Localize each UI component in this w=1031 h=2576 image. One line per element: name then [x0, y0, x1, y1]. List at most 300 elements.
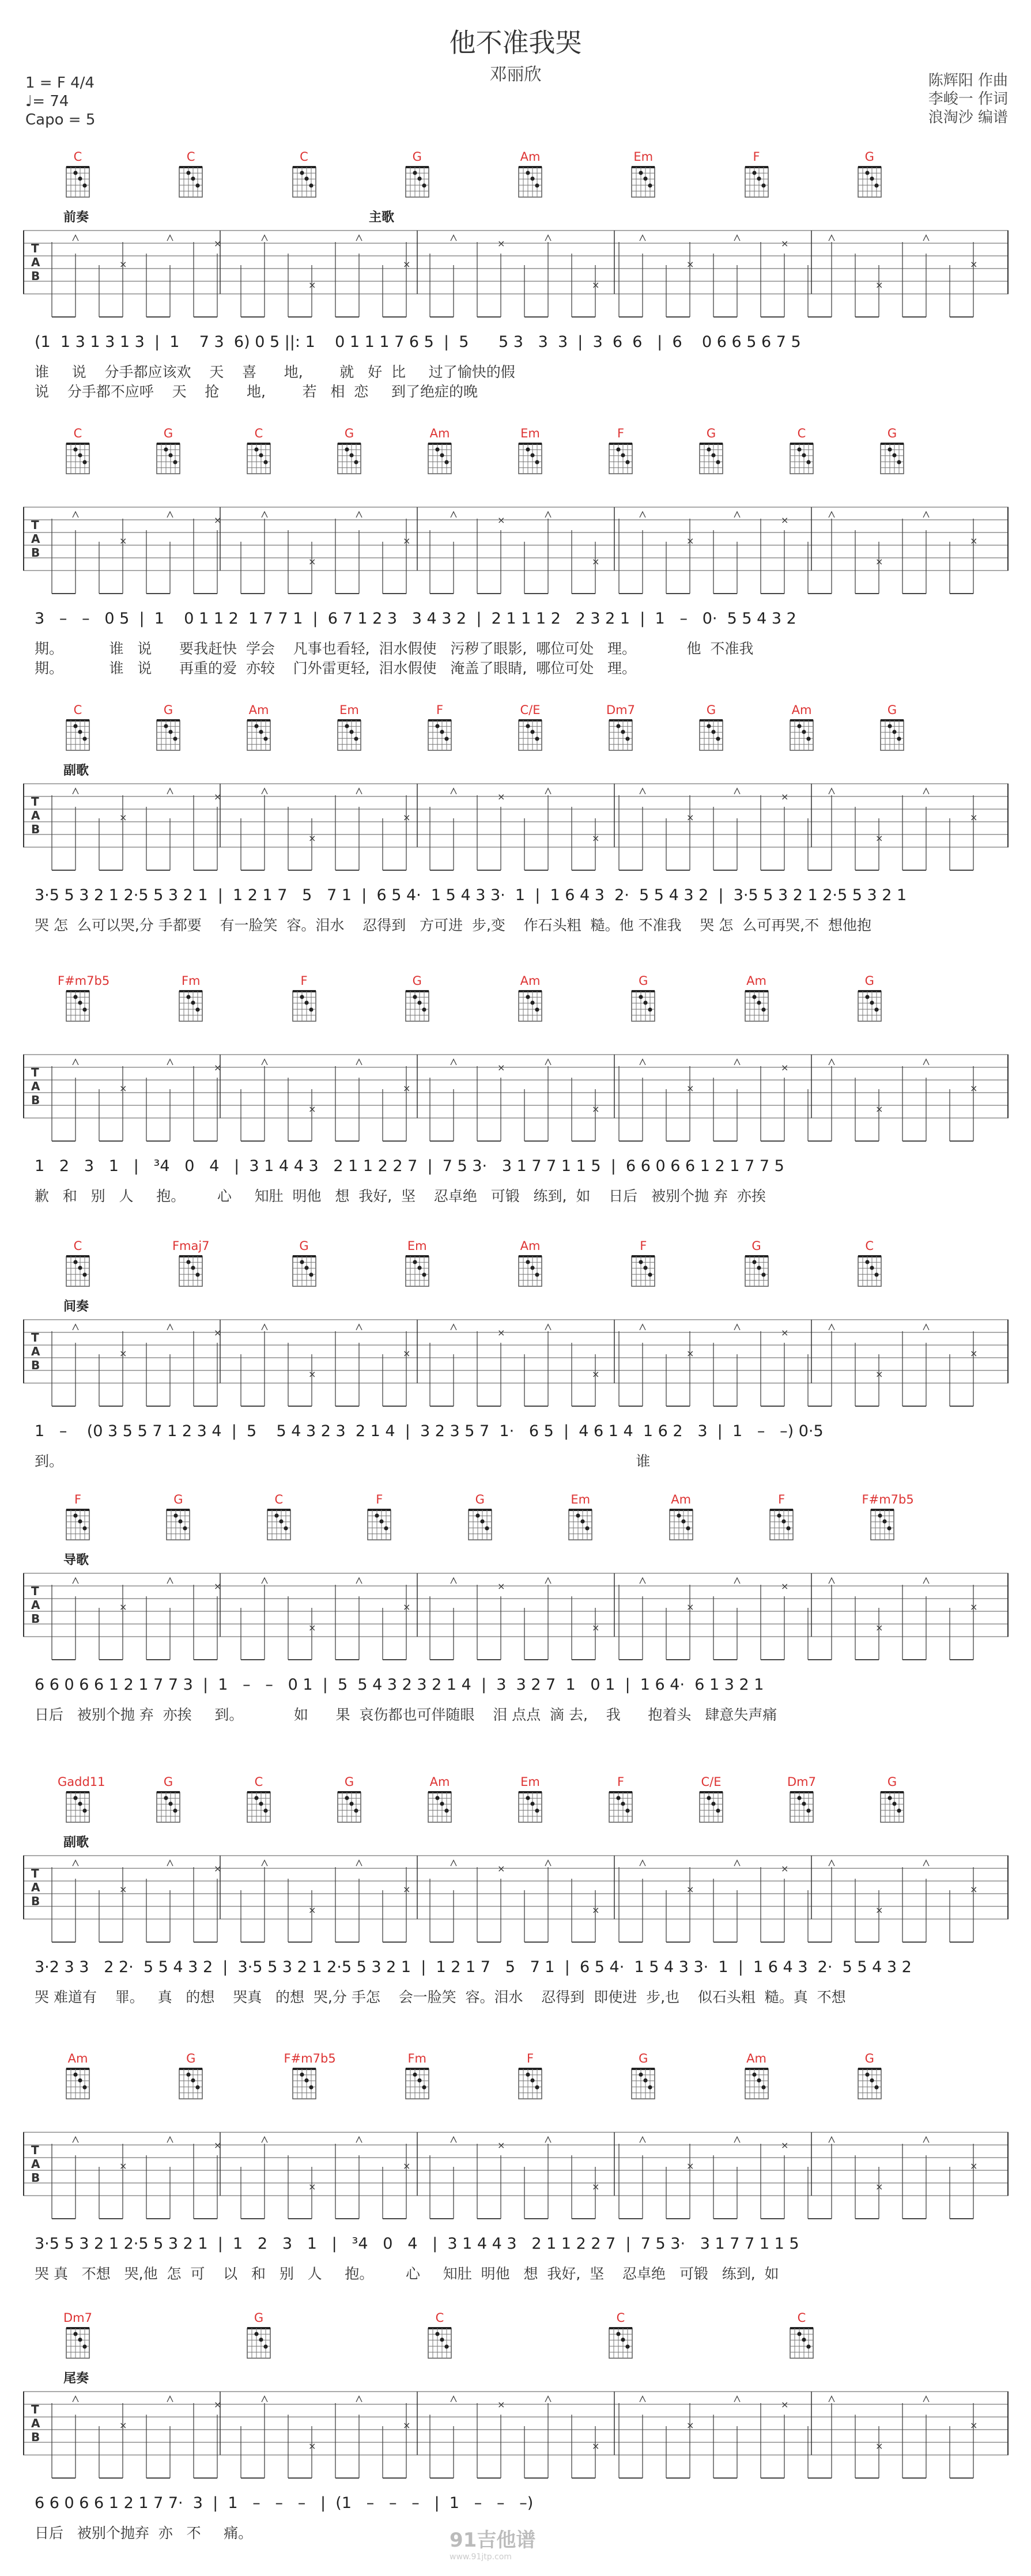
- svg-text:B: B: [31, 1894, 40, 1908]
- chord-name: Gadd11: [58, 1775, 105, 1789]
- tab-staff: [23, 1049, 1009, 1141]
- chord-name: C: [865, 1239, 874, 1253]
- chord-diagram-icon: [163, 1508, 193, 1543]
- svg-text:×: ×: [781, 1327, 789, 1338]
- chord-name: Am: [520, 150, 541, 164]
- chord-diagram-icon: [425, 718, 455, 754]
- svg-text:×: ×: [970, 2160, 978, 2171]
- svg-text:A: A: [31, 1344, 40, 1358]
- section-label: 副歌: [63, 764, 89, 778]
- chord-name: Em: [520, 1775, 540, 1789]
- chord-name: F: [436, 703, 444, 717]
- svg-text:×: ×: [781, 1863, 789, 1874]
- svg-text:×: ×: [214, 2399, 222, 2410]
- chord-diagram: [661, 1493, 701, 1543]
- chord-diagram-icon: [877, 1790, 907, 1826]
- chord-diagram-icon: [153, 718, 183, 754]
- chord-diagram: [872, 703, 912, 754]
- chord-row: [23, 1493, 1009, 1562]
- chord-diagram: [601, 1775, 641, 1826]
- chord-diagram-icon: [742, 989, 772, 1025]
- svg-text:×: ×: [970, 259, 978, 270]
- chord-diagram-icon: [176, 2067, 206, 2102]
- chord-diagram: [171, 2052, 211, 2102]
- section-label: 主歌: [369, 210, 395, 225]
- chord-diagram-icon: [176, 989, 206, 1025]
- chord-diagram: [781, 426, 822, 477]
- svg-text:×: ×: [214, 1581, 222, 1592]
- svg-text:T: T: [31, 1331, 39, 1344]
- svg-text:×: ×: [970, 2420, 978, 2431]
- svg-text:×: ×: [875, 279, 883, 290]
- chord-diagram-icon: [63, 2326, 93, 2362]
- chord-diagram: [849, 974, 890, 1025]
- chord-diagram: [623, 2052, 663, 2102]
- svg-text:×: ×: [119, 259, 127, 270]
- svg-text:×: ×: [308, 279, 316, 290]
- notation-line: 6 6 0 6 6 1 2 1 7 7 3 | 1 – – 0 1 | 5 5 4 3 2 3 2 1 4 | 3 3 2 7 1 0 1 | 1 6 4· 6 1 3 2 1: [35, 1676, 764, 1694]
- chord-diagram: [58, 974, 110, 1025]
- chord-diagram-icon: [289, 1254, 319, 1290]
- chord-diagram-icon: [515, 1254, 545, 1290]
- svg-text:×: ×: [686, 535, 694, 546]
- chord-diagram-icon: [855, 989, 885, 1025]
- chord-name: F: [778, 1493, 785, 1506]
- chord-diagram-icon: [877, 441, 907, 477]
- chord-name: F: [526, 2052, 534, 2065]
- chord-diagram: [58, 1775, 105, 1826]
- chord-name: C: [797, 2311, 806, 2325]
- svg-text:×: ×: [119, 1884, 127, 1895]
- chord-diagram-icon: [425, 441, 455, 477]
- chord-diagram: [58, 1239, 98, 1290]
- chord-diagram: [849, 2052, 890, 2102]
- svg-text:×: ×: [970, 535, 978, 546]
- chord-name: Am: [429, 1775, 450, 1789]
- chord-diagram-icon: [628, 989, 658, 1025]
- chord-name: G: [475, 1493, 485, 1506]
- chord-diagram: [148, 426, 188, 477]
- svg-text:×: ×: [970, 1083, 978, 1094]
- chord-diagram: [601, 426, 641, 477]
- score-system: [23, 426, 1009, 692]
- svg-text:×: ×: [497, 2140, 505, 2151]
- score-system: [23, 1775, 1009, 2040]
- svg-text:×: ×: [403, 2420, 411, 2431]
- svg-text:B: B: [31, 1612, 40, 1626]
- chord-diagram-icon: [402, 165, 432, 201]
- chord-diagram-icon: [742, 2067, 772, 2102]
- svg-text:A: A: [31, 255, 40, 269]
- svg-text:B: B: [31, 546, 40, 560]
- lyricist: 李峻一 作词: [928, 90, 1008, 108]
- svg-text:×: ×: [781, 515, 789, 526]
- svg-text:×: ×: [592, 2181, 600, 2192]
- tab-lines: [23, 2386, 1009, 2484]
- chord-diagram-icon: [289, 2067, 319, 2102]
- chord-name: F: [376, 1493, 383, 1506]
- svg-text:×: ×: [119, 812, 127, 823]
- svg-text:×: ×: [592, 1104, 600, 1115]
- chord-diagram-icon: [63, 718, 93, 754]
- chord-name: G: [254, 2311, 264, 2325]
- chord-name: Dm7: [606, 703, 635, 717]
- svg-text:×: ×: [781, 2399, 789, 2410]
- svg-text:×: ×: [214, 515, 222, 526]
- chord-diagram: [58, 150, 98, 201]
- svg-text:×: ×: [970, 812, 978, 823]
- chord-diagram-icon: [742, 165, 772, 201]
- tab-lines: [23, 501, 1009, 599]
- chord-diagram: [397, 150, 437, 201]
- notation-line: 1 2 3 1 | ³4 0 4 | 3 1 4 4 3 2 1 1 2 2 7 | 7 5 3· 3 1 7 7 1 1 5 | 6 6 0 6 6 1 2 1 7 7 5: [35, 1157, 784, 1175]
- chord-name: C: [73, 150, 82, 164]
- svg-text:×: ×: [497, 515, 505, 526]
- numbered-notation: [23, 886, 1009, 909]
- chord-name: Em: [520, 426, 540, 440]
- lyric-text: 歉 和 别 人 抱。 心 知肚 明他 想 我好, 坚 忍卓绝 可锻 练到, 如 日后 被别个抛 弃 亦挨: [35, 1188, 766, 1204]
- chord-name: C/E: [520, 703, 541, 717]
- svg-text:T: T: [31, 795, 39, 809]
- chord-name: Em: [633, 150, 654, 164]
- svg-text:×: ×: [686, 259, 694, 270]
- chord-diagram: [284, 1239, 324, 1290]
- svg-text:×: ×: [497, 1327, 505, 1338]
- chord-row: [23, 150, 1009, 219]
- chord-name: F#m7b5: [862, 1493, 914, 1506]
- lyric-text: 到。 谁: [35, 1453, 651, 1470]
- chord-diagram: [58, 2052, 98, 2102]
- notation-line: 3·5 5 3 2 1 2·5 5 3 2 1 | 1 2 1 7 5 7 1 | 6 5 4· 1 5 4 3 3· 1 | 1 6 4 3 2· 5 5 4 3 2 | 3·5 5 3 2 1 2·5 5 3 2 1: [35, 886, 907, 904]
- chord-diagram: [510, 974, 550, 1025]
- chord-name: Am: [67, 2052, 88, 2065]
- svg-text:×: ×: [119, 2160, 127, 2171]
- svg-text:×: ×: [308, 833, 316, 844]
- chord-name: Am: [429, 426, 450, 440]
- section-label: 导歌: [63, 1553, 89, 1567]
- chord-name: C: [254, 426, 263, 440]
- lyric-text: 日后 被别个抛弃 亦 不 痛。: [35, 2525, 253, 2541]
- chord-name: C: [797, 426, 806, 440]
- tab-lines: [23, 1049, 1009, 1147]
- lyric-line: [23, 361, 1009, 380]
- lyric-line: [23, 380, 1009, 400]
- chord-diagram-icon: [402, 989, 432, 1025]
- chord-name: Am: [520, 974, 541, 988]
- chord-name: F: [300, 974, 308, 988]
- chord-name: F: [640, 1239, 647, 1253]
- svg-text:×: ×: [875, 1905, 883, 1916]
- chord-diagram-icon: [867, 1508, 897, 1543]
- chord-diagram-icon: [289, 165, 319, 201]
- svg-text:T: T: [31, 1066, 39, 1079]
- chord-name: F#m7b5: [284, 2052, 336, 2065]
- section-label: 前奏: [63, 210, 89, 225]
- chord-diagram: [862, 1493, 914, 1543]
- chord-name: Em: [339, 703, 359, 717]
- svg-text:A: A: [31, 809, 40, 822]
- notation-line: 3·5 5 3 2 1 2·5 5 3 2 1 | 1 2 3 1 | ³4 0 4 | 3 1 4 4 3 2 1 1 2 2 7 | 7 5 3· 3 1 7 7 1 1 5: [35, 2235, 799, 2253]
- chord-diagram: [691, 426, 731, 477]
- lyric-text: 日后 被别个抛 弃 亦挨 到。 如 果 哀伤都也可伴随眼 泪 点点 滴 去, 我 抱着头 肆意失声痛: [35, 1706, 777, 1723]
- lyric-text: 期。 谁 说 再重的爱 亦较 门外雷更轻, 泪水假使 淹盖了眼睛, 哪位可处 理。: [35, 660, 637, 677]
- chord-diagram: [781, 1775, 822, 1826]
- svg-text:×: ×: [686, 2420, 694, 2431]
- svg-text:×: ×: [875, 833, 883, 844]
- svg-text:×: ×: [214, 1863, 222, 1874]
- svg-text:×: ×: [592, 1369, 600, 1380]
- chord-name: C: [73, 1239, 82, 1253]
- svg-text:B: B: [31, 1093, 40, 1107]
- chord-diagram-icon: [787, 441, 817, 477]
- section-label: 尾奏: [63, 2371, 89, 2386]
- svg-text:×: ×: [119, 2420, 127, 2431]
- svg-text:×: ×: [308, 1905, 316, 1916]
- chord-name: C: [73, 703, 82, 717]
- svg-text:B: B: [31, 2171, 40, 2185]
- chord-diagram: [849, 1239, 890, 1290]
- svg-text:A: A: [31, 2157, 40, 2171]
- svg-text:×: ×: [497, 1863, 505, 1874]
- lyric-text: 期。 谁 说 要我赶快 学会 凡事也看轻, 泪水假使 污秽了眼影, 哪位可处 理。 他 不准我: [35, 640, 754, 657]
- tab-staff: [23, 2126, 1009, 2219]
- tab-lines: [23, 2126, 1009, 2224]
- svg-text:×: ×: [308, 2181, 316, 2192]
- chord-diagram: [510, 150, 550, 201]
- svg-text:×: ×: [875, 1369, 883, 1380]
- lyric-text: 谁 说 分手都应该欢 天 喜 地, 就 好 比 过了愉快的假: [35, 364, 515, 380]
- chord-diagram-icon: [696, 1790, 726, 1826]
- svg-text:B: B: [31, 822, 40, 836]
- svg-text:×: ×: [403, 1884, 411, 1895]
- svg-text:×: ×: [686, 1884, 694, 1895]
- svg-text:T: T: [31, 2143, 39, 2157]
- svg-text:×: ×: [119, 1083, 127, 1094]
- svg-text:×: ×: [592, 1622, 600, 1633]
- site-logo: [450, 2524, 535, 2562]
- svg-text:×: ×: [497, 238, 505, 249]
- svg-text:×: ×: [403, 812, 411, 823]
- chord-name: Fm: [407, 2052, 427, 2065]
- logo-url: www.91jtp.com: [450, 2552, 512, 2562]
- svg-text:×: ×: [592, 556, 600, 567]
- chord-row: [23, 974, 1009, 1043]
- chord-diagram: [329, 1775, 369, 1826]
- chord-diagram: [397, 2052, 437, 2102]
- notation-line: 6 6 0 6 6 1 2 1 7 7· 3 | 1 – – – | (1 – – – | 1 – – –): [35, 2494, 534, 2512]
- lyric-text: 哭 难道有 罪。 真 的想 哭真 的想 哭,分 手怎 会一脸笑 容。泪水 忍得到 即使进 步,也 似石头粗 糙。真 不想: [35, 1989, 846, 2005]
- chord-diagram-icon: [855, 2067, 885, 2102]
- chord-name: G: [163, 703, 173, 717]
- chord-row: [23, 1239, 1009, 1308]
- chord-row: [23, 1775, 1009, 1844]
- svg-text:×: ×: [781, 1581, 789, 1592]
- svg-text:B: B: [31, 2430, 40, 2444]
- chord-name: G: [344, 426, 354, 440]
- chord-name: Am: [791, 703, 812, 717]
- chord-diagram: [171, 974, 211, 1025]
- chord-diagram: [284, 2052, 336, 2102]
- chord-diagram: [623, 1239, 663, 1290]
- chord-diagram-icon: [334, 1790, 364, 1826]
- svg-text:×: ×: [403, 1083, 411, 1094]
- svg-text:×: ×: [592, 833, 600, 844]
- chord-name: Dm7: [63, 2311, 92, 2325]
- chord-diagram: [171, 150, 211, 201]
- chord-diagram-icon: [515, 2067, 545, 2102]
- chord-diagram-icon: [515, 989, 545, 1025]
- svg-text:×: ×: [497, 1062, 505, 1073]
- chord-diagram-icon: [766, 1508, 796, 1543]
- tab-lines: [23, 1567, 1009, 1665]
- chord-name: Am: [671, 1493, 692, 1506]
- chord-name: C: [254, 1775, 263, 1789]
- chord-diagram-icon: [63, 2067, 93, 2102]
- chord-name: C: [300, 150, 308, 164]
- svg-text:×: ×: [781, 238, 789, 249]
- tempo: ♩= 74: [25, 93, 69, 110]
- lyric-line: [23, 1704, 1009, 1723]
- section-label: 副歌: [63, 1835, 89, 1850]
- chord-name: G: [864, 150, 874, 164]
- chord-diagram-icon: [606, 1790, 636, 1826]
- chord-diagram: [691, 703, 731, 754]
- chord-diagram-icon: [855, 1254, 885, 1290]
- svg-text:×: ×: [119, 1601, 127, 1612]
- song-title: 他不准我哭: [449, 27, 582, 58]
- lyric-line: [23, 637, 1009, 657]
- chord-diagram: [397, 1239, 437, 1290]
- composer: 陈辉阳 作曲: [928, 72, 1008, 89]
- svg-text:×: ×: [970, 1601, 978, 1612]
- chord-diagram-icon: [334, 441, 364, 477]
- svg-text:×: ×: [308, 1369, 316, 1380]
- svg-text:×: ×: [308, 2441, 316, 2452]
- tab-staff: [23, 501, 1009, 594]
- chord-diagram: [872, 426, 912, 477]
- lyric-text: 说 分手都不应呼 天 抢 地, 若 相 恋 到了绝症的晚: [35, 383, 478, 400]
- chord-name: Em: [571, 1493, 591, 1506]
- chord-name: G: [887, 426, 897, 440]
- chord-diagram-icon: [515, 718, 545, 754]
- chord-name: G: [344, 1775, 354, 1789]
- chord-diagram: [737, 974, 777, 1025]
- chord-diagram-icon: [628, 165, 658, 201]
- chord-name: Am: [248, 703, 269, 717]
- numbered-notation: [23, 1958, 1009, 1981]
- chord-diagram-icon: [877, 718, 907, 754]
- chord-diagram: [872, 1775, 912, 1826]
- svg-text:T: T: [31, 518, 39, 532]
- chord-diagram-icon: [63, 1254, 93, 1290]
- svg-text:×: ×: [781, 791, 789, 802]
- lyric-line: [23, 657, 1009, 677]
- numbered-notation: [23, 1676, 1009, 1699]
- chord-diagram: [510, 1775, 550, 1826]
- chord-diagram-icon: [153, 1790, 183, 1826]
- chord-diagram: [158, 1493, 198, 1543]
- chord-diagram: [259, 1493, 299, 1543]
- chord-diagram: [58, 426, 98, 477]
- chord-name: G: [412, 150, 422, 164]
- numbered-notation: [23, 1157, 1009, 1180]
- chord-diagram: [239, 703, 279, 754]
- svg-text:×: ×: [970, 1348, 978, 1359]
- chord-name: G: [186, 2052, 196, 2065]
- chord-diagram-icon: [264, 1508, 294, 1543]
- chord-diagram-icon: [787, 2326, 817, 2362]
- tab-staff: [23, 225, 1009, 317]
- lyric-line: [23, 1450, 1009, 1470]
- chord-name: Dm7: [787, 1775, 816, 1789]
- chord-diagram: [239, 426, 279, 477]
- numbered-notation: [23, 610, 1009, 633]
- chord-diagram: [849, 150, 890, 201]
- chord-diagram-icon: [565, 1508, 595, 1543]
- chord-diagram: [148, 703, 188, 754]
- chord-name: G: [706, 703, 716, 717]
- svg-text:A: A: [31, 1079, 40, 1093]
- credits: [928, 71, 1008, 127]
- svg-text:×: ×: [308, 1104, 316, 1115]
- chord-diagram-icon: [63, 165, 93, 201]
- svg-text:×: ×: [970, 1884, 978, 1895]
- chord-diagram: [420, 703, 460, 754]
- chord-diagram: [510, 2052, 550, 2102]
- lyric-line: [23, 914, 1009, 934]
- svg-text:×: ×: [497, 1581, 505, 1592]
- chord-diagram-icon: [628, 1254, 658, 1290]
- chord-diagram: [239, 1775, 279, 1826]
- svg-text:T: T: [31, 2403, 39, 2416]
- chord-diagram: [329, 426, 369, 477]
- svg-text:×: ×: [686, 1348, 694, 1359]
- chord-diagram-icon: [696, 441, 726, 477]
- chord-diagram-icon: [244, 2326, 274, 2362]
- chord-diagram: [148, 1775, 188, 1826]
- chord-diagram: [510, 703, 550, 754]
- chord-name: G: [163, 426, 173, 440]
- score-system: [23, 1239, 1009, 1504]
- svg-text:×: ×: [592, 279, 600, 290]
- chord-name: G: [173, 1493, 183, 1506]
- svg-text:×: ×: [875, 556, 883, 567]
- svg-text:×: ×: [592, 1905, 600, 1916]
- chord-diagram-icon: [63, 989, 93, 1025]
- svg-text:T: T: [31, 1867, 39, 1880]
- svg-text:×: ×: [403, 1601, 411, 1612]
- chord-diagram: [420, 426, 460, 477]
- chord-diagram-icon: [666, 1508, 696, 1543]
- svg-text:×: ×: [214, 238, 222, 249]
- tab-staff: [23, 1850, 1009, 1942]
- notation-line: 3 – – 0 5 | 1 0 1 1 2 1 7 7 1 | 6 7 1 2 3 3 4 3 2 | 2 1 1 1 2 2 3 2 1 | 1 – 0· 5 5 4 3 2: [35, 610, 796, 628]
- chord-name: G: [412, 974, 422, 988]
- chord-name: G: [163, 1775, 173, 1789]
- chord-diagram: [691, 1775, 731, 1826]
- chord-name: G: [639, 2052, 648, 2065]
- chord-diagram-icon: [696, 718, 726, 754]
- svg-text:×: ×: [403, 1348, 411, 1359]
- chord-diagram: [284, 150, 324, 201]
- svg-text:B: B: [31, 1358, 40, 1372]
- svg-text:T: T: [31, 1584, 39, 1598]
- numbered-notation: [23, 2235, 1009, 2258]
- song-meta: [25, 74, 95, 129]
- chord-diagram: [737, 2052, 777, 2102]
- svg-text:×: ×: [875, 2441, 883, 2452]
- score-system: [23, 1493, 1009, 1758]
